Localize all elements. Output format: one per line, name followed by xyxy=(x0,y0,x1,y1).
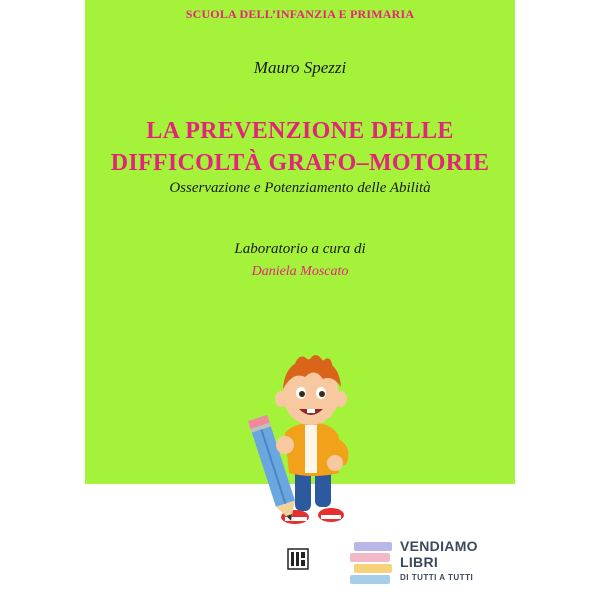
author-name: Mauro Spezzi xyxy=(253,58,347,77)
series-label: SCUOLA DELL’INFANZIA E PRIMARIA xyxy=(185,7,415,21)
laboratory-label: Laboratorio a cura di xyxy=(234,241,366,257)
book-subtitle: Osservazione e Potenziamento delle Abilità xyxy=(169,180,431,196)
book-title-line-2: DIFFICOLTÀ GRAFO–MOTORIE xyxy=(110,150,490,176)
badge-line-1: VENDIAMO xyxy=(400,538,478,554)
stacked-books-icon xyxy=(348,536,396,592)
vendiamo-libri-logo xyxy=(348,536,488,592)
laboratory-curator: Daniela Moscato xyxy=(251,264,349,279)
book-title xyxy=(85,115,515,179)
vendiamo-libri-text xyxy=(400,538,478,582)
book-title-line-1: LA PREVENZIONE DELLE xyxy=(146,118,454,144)
badge-line-2: LIBRI xyxy=(400,554,439,570)
badge-tagline: DI TUTTI A TUTTI xyxy=(400,573,474,582)
boy-with-pencil-icon xyxy=(235,345,365,530)
publisher-logo-icon xyxy=(287,548,309,570)
